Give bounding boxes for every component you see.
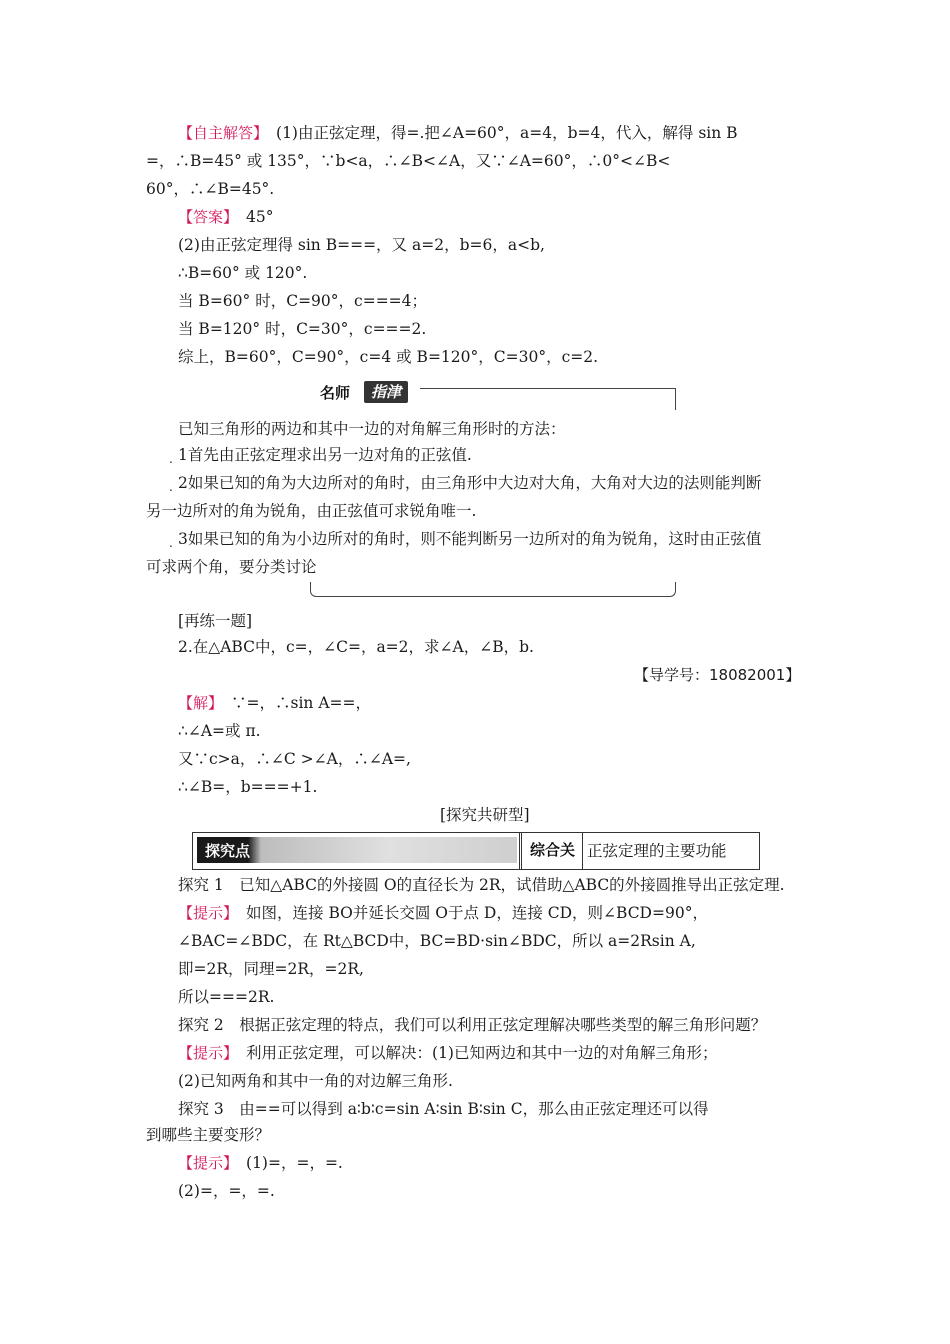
hint-tag: 【提示】 [178,1044,231,1062]
solution-1-line-2: =，∴B=45° 或 135°，∵b<a，∴∠B<∠A，又∵∠A=60°，∴0°<∠B< [146,152,671,170]
comprehensive-label: 综合关 [530,841,576,859]
explore-3-question-line-2: 到哪些主要变形？ [146,1126,271,1144]
practice-solution-line-1 [178,692,371,714]
comprehensive-label-box [519,833,583,869]
explore-3-answer-text: (1)=，=，=. [230,1154,343,1172]
method-point-2a: 2如果已知的角为大边所对的角时，由三角形中大边对大角，大角对大边的法则能判断 [178,474,762,492]
explore-2-question: 探究 2 根据正弦定理的特点，我们可以利用正弦定理解决哪些类型的解三角形问题？ [178,1016,767,1034]
solution-1-text: (1)由正弦定理，得=.把∠A=60°，a=4，b=4，代入，解得 sin B [260,124,738,142]
practice-solution-line-2: ∴∠A=或 π. [178,722,261,740]
explore-1-answer-line-2: ∠BAC=∠BDC，在 Rt△BCD中，BC=BD·sin∠BDC，所以 a=2Rsin A, [178,932,696,950]
explore-topic-title: 正弦定理的主要功能 [587,842,727,860]
explore-3-question-line-1: 探究 3 由==可以得到 a∶b∶c=sin A∶sin B∶sin C，那么由正弦定理还可以得 [178,1100,709,1118]
bullet-dot: . [169,536,173,550]
explore-section-heading: [探究共研型] [440,806,530,824]
practice-solution-line-4: ∴∠B=，b===+1. [178,778,318,796]
answer-value: 45° [230,208,274,226]
explore-2-answer-line-1 [178,1042,717,1064]
method-point-3a: 3如果已知的角为小边所对的角时，则不能判断另一边所对的角为锐角，这时由正弦值 [178,530,762,548]
method-intro: 已知三角形的两边和其中一边的对角解三角形时的方法： [178,420,566,438]
solution-1-line-3: 60°，∴∠B=45°. [146,180,275,198]
mingshi-label: 名师 [320,384,351,402]
self-solve-tag: 【自主解答】 [178,124,261,142]
explore-3-answer-line-2: (2)=，=，=. [178,1182,275,1200]
solution-1-line-1 [178,122,738,144]
explore-2-answer-line-2: (2)已知两角和其中一角的对边解三角形. [178,1072,453,1090]
explore-1-answer-line-4: 所以===2R. [178,988,275,1006]
bullet-dot: . [169,480,173,494]
answer-line [178,206,274,228]
bullet-dot: . [169,452,173,466]
hint-tag: 【提示】 [178,1154,231,1172]
practice-heading: [再练一题] [178,612,253,630]
practice-solution-line-3: 又∵c>a，∴∠C >∠A，∴∠A=, [178,750,411,768]
solution-2-line-5: 综上，B=60°，C=90°，c=4 或 B=120°，C=30°，c=2. [178,348,599,366]
box-top-border [420,388,676,389]
explore-point-band [197,837,517,863]
hint-tag: 【提示】 [178,904,231,922]
explore-1-answer-line-3: 即=2R，同理=2R，=2R, [178,960,364,978]
box-right-border [675,388,676,410]
zhijin-label: 指津 [364,381,408,403]
practice-solution-text: ∵=，∴sin A==， [215,694,371,712]
box-bottom-border [310,582,676,597]
explore-1-question: 探究 1 已知△ABC的外接圆 O的直径长为 2R，试借助△ABC的外接圆推导出正弦定理. [178,876,785,894]
explore-2-answer-text: 利用正弦定理，可以解决：(1)已知两边和其中一边的对角解三角形； [230,1044,718,1062]
method-point-1: 1首先由正弦定理求出另一边对角的正弦值. [178,446,472,464]
solution-tag: 【解】 [178,694,216,712]
explore-point-label: 探究点 [205,842,251,860]
method-point-2b: 另一边所对的角为锐角，由正弦值可求锐角唯一. [146,502,477,520]
explore-3-answer-line-1 [178,1152,343,1174]
explore-topic-bar [192,832,760,870]
solution-2-line-1: (2)由正弦定理得 sin B===，又 a=2，b=6，a<b, [178,236,545,254]
mingshi-zhijin-tab [316,380,414,404]
answer-tag: 【答案】 [178,208,231,226]
explore-1-answer-text: 如图，连接 BO并延长交圆 O于点 D，连接 CD，则∠BCD=90°， [230,904,708,922]
explore-1-answer-line-1 [178,902,708,924]
method-point-3b: 可求两个角，要分类讨论 [146,558,317,576]
guide-number: 【导学号：18082001】 [634,666,801,684]
solution-2-line-4: 当 B=120° 时，C=30°，c===2. [178,320,427,338]
practice-question: 2.在△ABC中，c=，∠C=，a=2，求∠A，∠B，b. [178,638,534,656]
solution-2-line-3: 当 B=60° 时，C=90°，c===4； [178,292,428,310]
solution-2-line-2: ∴B=60° 或 120°. [178,264,308,282]
